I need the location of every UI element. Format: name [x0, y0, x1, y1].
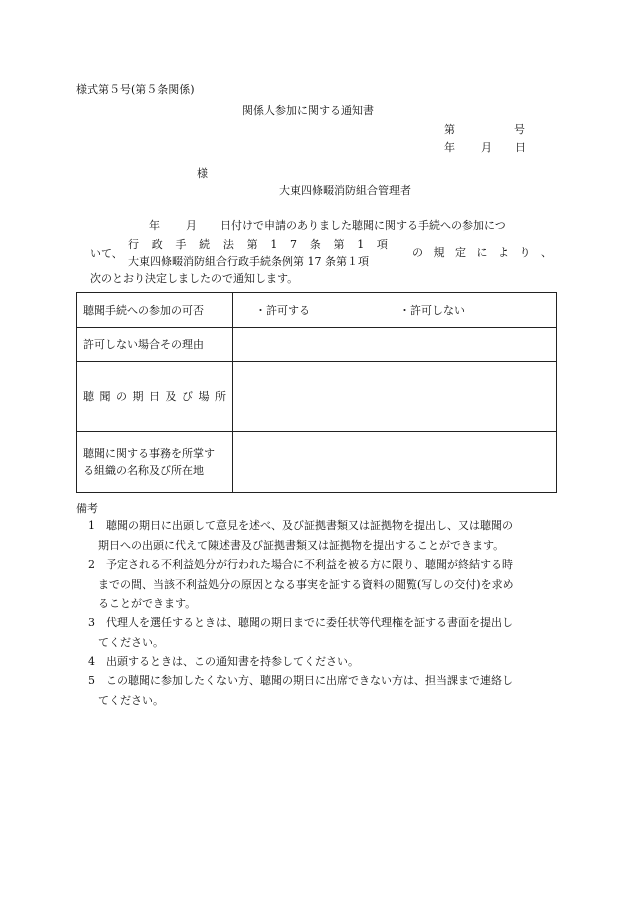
tail-char: よ: [498, 246, 509, 259]
tail-char: の: [412, 246, 423, 259]
note-line: までの間、当該不利益処分の原因となる事実を証する資料の閲覧(写しの交付)を求め: [98, 577, 514, 591]
tail-char: り: [519, 246, 531, 259]
paragraph-lead: いて、: [90, 247, 123, 260]
label-char: び: [182, 390, 193, 403]
document-title: 関係人参加に関する通知書: [242, 104, 374, 117]
note-line: てください。: [98, 693, 164, 707]
law-char: 項: [376, 238, 388, 251]
organization-label-line-2: る組織の名称及び所在地: [83, 464, 204, 477]
date-day-label: 日: [515, 141, 526, 154]
paragraph-month-label: 月: [186, 219, 197, 232]
paragraph-tail: [412, 247, 552, 258]
organization-label: [77, 432, 233, 493]
note-item: [88, 652, 553, 672]
participation-options-cell[interactable]: [233, 293, 557, 328]
law-char: 続: [199, 238, 211, 251]
tail-char: 定: [455, 246, 466, 259]
note-number: 2: [88, 558, 95, 571]
note-number: 3: [88, 616, 95, 629]
note-line: この聴聞に参加したくない方、聴聞の期日に出席できない方は、担当課まで連絡し: [106, 674, 513, 687]
label-char: 期: [132, 390, 144, 403]
date-year-label: 年: [444, 141, 455, 154]
note-number: 1: [88, 519, 95, 532]
date-month-label: 月: [481, 141, 492, 154]
note-line: てください。: [98, 635, 164, 649]
table-row-participation: [77, 293, 557, 328]
note-line: 期日への出頭に代えて陳述書及び証拠書類又は証拠物を提出することができます。: [98, 538, 505, 552]
option-permit[interactable]: ・許可する: [255, 304, 310, 317]
note-item: [88, 555, 553, 614]
organization-input-cell[interactable]: [233, 432, 557, 493]
note-item: [88, 613, 553, 652]
tail-char: に: [476, 246, 488, 259]
tail-char: 、: [541, 246, 552, 259]
note-item: [88, 671, 553, 710]
law-char: 手: [175, 238, 187, 251]
reason-input-cell[interactable]: [233, 328, 557, 362]
option-deny[interactable]: ・許可しない: [399, 304, 465, 317]
note-line: ることができます。: [98, 597, 197, 610]
law-reference-text: 大東四條畷消防組合行政手続条例第 17 条第１項: [128, 255, 369, 268]
sender-name: 大東四條畷消防組合管理者: [279, 184, 411, 197]
note-number: 5: [88, 674, 95, 687]
paragraph-line-3: 次のとおり決定しましたので通知します。: [90, 272, 299, 285]
table-row-reason: [77, 328, 557, 362]
law-char: 政: [151, 238, 163, 251]
participation-label: 聴聞手続への参加の可否: [77, 293, 233, 328]
table-row-organization: [77, 432, 557, 493]
label-char: 聴: [83, 390, 94, 403]
law-char: 法: [222, 238, 234, 251]
number-label-dai: 第: [444, 123, 455, 136]
label-char: 所: [215, 390, 226, 403]
recipient-honorific: 様: [197, 167, 208, 180]
law-char: 行: [128, 238, 139, 251]
table-row-date-place: [77, 362, 557, 432]
number-label-go: 号: [514, 123, 525, 136]
label-char: 聞: [99, 390, 111, 403]
tail-char: 規: [433, 246, 445, 259]
note-item: [88, 516, 553, 555]
date-place-label: [77, 362, 233, 432]
reason-label: 許可しない場合その理由: [77, 328, 233, 362]
label-char: 日: [149, 390, 160, 403]
note-number: 4: [88, 655, 95, 668]
note-line: 聴聞の期日に出頭して意見を述べ、及び証拠書類又は証拠物を提出し、又は聴聞の: [106, 519, 513, 532]
paragraph-year-label: 年: [149, 219, 160, 232]
law-char: 第: [333, 238, 345, 251]
organization-label-line-1: 聴聞に関する事務を所掌す: [83, 447, 215, 460]
note-line: 出頭するときは、この通知書を持参してください。: [106, 655, 359, 668]
form-number: 様式第５号(第５条関係): [76, 83, 195, 96]
paragraph-line-1: 日付けで申請のありました聴聞に関する手続への参加につ: [220, 219, 506, 232]
note-line: 代理人を選任するときは、聴聞の期日までに委任状等代理権を証する書面を提出し: [106, 616, 513, 629]
law-reference-line-1: [128, 239, 388, 250]
decision-table: [76, 292, 557, 493]
law-char: 第: [246, 238, 258, 251]
law-char: 7: [290, 238, 298, 251]
date-place-input-cell[interactable]: [233, 362, 557, 432]
law-char: 1: [357, 238, 365, 251]
note-line: 予定される不利益処分が行われた場合に不利益を被る方に限り、聴聞が終結する時: [106, 558, 513, 571]
law-reference-line-2: [128, 256, 388, 267]
label-char: の: [116, 390, 127, 403]
law-char: 1: [270, 238, 278, 251]
label-char: 場: [198, 390, 210, 403]
law-char: 条: [309, 238, 321, 251]
label-char: 及: [165, 390, 177, 403]
notes-heading: 備考: [76, 502, 98, 515]
